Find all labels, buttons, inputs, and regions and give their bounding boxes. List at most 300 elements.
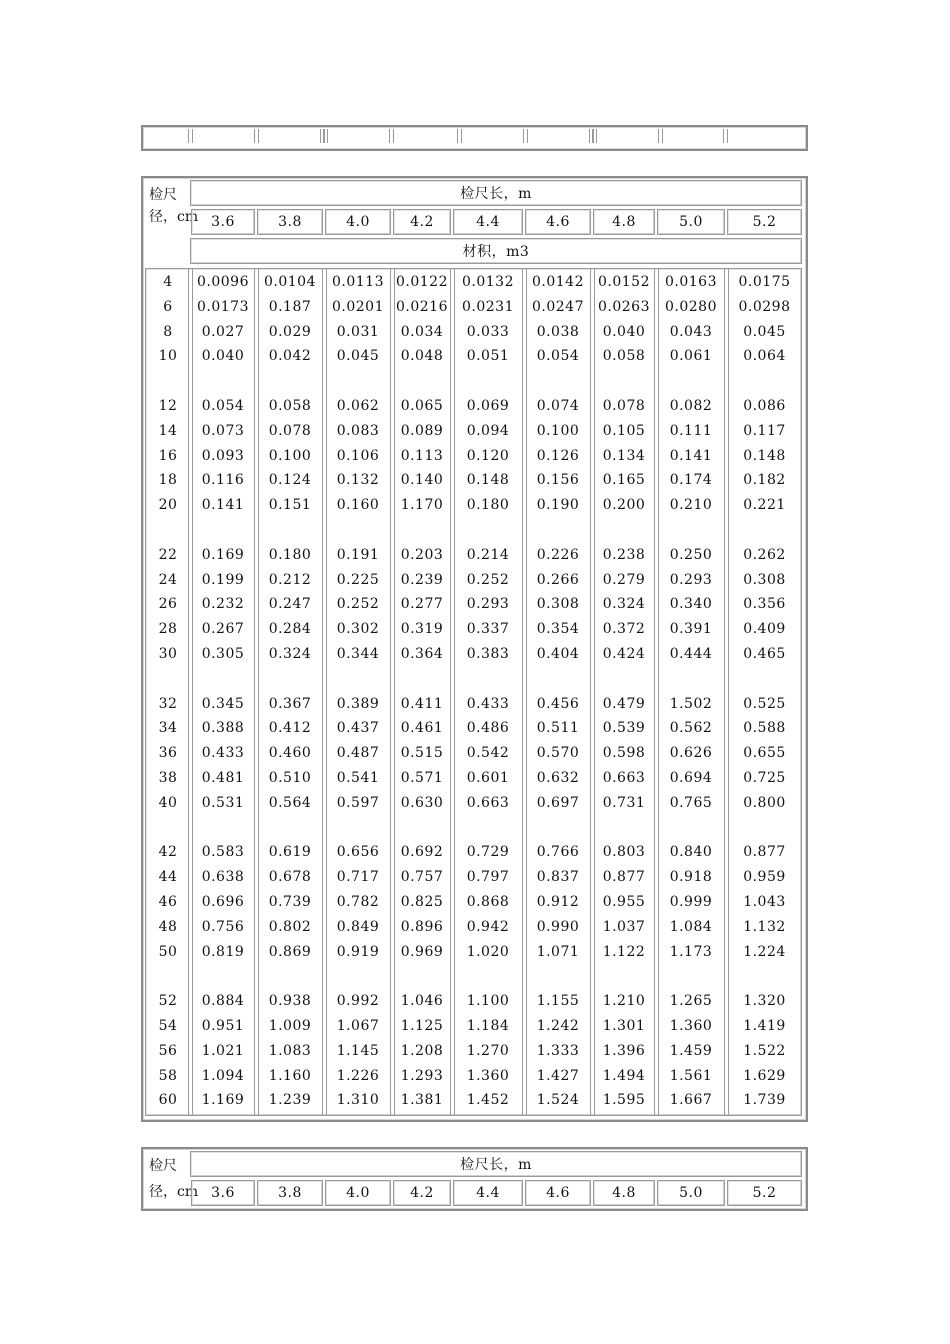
volume-cell: 0.877 xyxy=(602,869,646,886)
volume-cell: 1.739 xyxy=(743,1092,786,1109)
diameter-cell: 26 xyxy=(158,596,178,613)
volume-cell: 0.040 xyxy=(201,348,245,365)
volume-cell: 0.344 xyxy=(336,646,380,662)
diameter-cell: 10 xyxy=(158,348,178,365)
volume-cell: 0.106 xyxy=(336,447,380,464)
volume-cell: 0.0104 xyxy=(264,274,316,290)
volume-cell: 0.354 xyxy=(536,621,580,638)
volume-cell: 0.045 xyxy=(336,348,380,365)
volume-cell: 0.187 xyxy=(268,298,312,315)
volume-cell: 0.238 xyxy=(602,546,646,563)
volume-cell: 0.156 xyxy=(536,472,580,489)
volume-cell: 0.027 xyxy=(201,323,245,340)
column-separator xyxy=(450,268,455,1116)
volume-cell: 0.725 xyxy=(743,770,786,786)
diameter-cell: 32 xyxy=(158,695,178,712)
volume-cell: 0.0113 xyxy=(332,274,384,290)
volume-cell: 0.038 xyxy=(536,323,580,340)
volume-table xyxy=(141,176,808,1122)
volume-cell: 0.239 xyxy=(400,571,444,588)
volume-cell: 0.116 xyxy=(201,472,245,489)
volume-cell: 0.797 xyxy=(466,869,510,886)
volume-cell: 0.588 xyxy=(743,720,786,737)
length-col-4-0-2: 4.0 xyxy=(325,1180,391,1206)
volume-cell: 0.388 xyxy=(201,720,245,737)
volume-cell: 1.094 xyxy=(201,1067,245,1084)
body-outline xyxy=(145,268,802,1116)
volume-cell: 1.067 xyxy=(336,1018,380,1034)
strip-separator xyxy=(723,129,728,143)
volume-cell: 1.046 xyxy=(400,993,444,1010)
volume-cell: 0.078 xyxy=(268,422,312,439)
volume-cell: 0.308 xyxy=(536,596,580,613)
volume-cell: 0.0231 xyxy=(462,298,514,315)
volume-cell: 0.433 xyxy=(201,745,245,762)
volume-cell: 0.340 xyxy=(669,596,713,613)
volume-cell: 0.0280 xyxy=(665,298,717,315)
length-col-3-6: 3.6 xyxy=(191,209,255,235)
volume-cell: 0.148 xyxy=(466,472,510,489)
empty-table-strip xyxy=(141,125,808,151)
diameter-cell: 4 xyxy=(163,274,173,290)
diameter-label-line1-2: 检尺 xyxy=(149,1158,177,1174)
volume-cell: 0.601 xyxy=(466,770,510,786)
strip-separator xyxy=(658,129,663,143)
diameter-cell: 60 xyxy=(158,1092,178,1109)
volume-cell: 1.333 xyxy=(536,1042,580,1059)
diameter-cell: 58 xyxy=(158,1067,178,1084)
length-col-5-2-2: 5.2 xyxy=(727,1180,802,1206)
volume-cell: 1.224 xyxy=(743,943,786,960)
volume-cell: 0.093 xyxy=(201,447,245,464)
volume-cell: 0.583 xyxy=(201,844,245,861)
volume-cell: 0.040 xyxy=(602,323,646,340)
volume-cell: 0.293 xyxy=(466,596,510,613)
volume-cell: 1.037 xyxy=(602,918,646,935)
volume-cell: 0.959 xyxy=(743,869,786,886)
volume-cell: 0.141 xyxy=(201,497,245,514)
volume-cell: 0.212 xyxy=(268,571,312,588)
volume-cell: 1.169 xyxy=(201,1092,245,1109)
volume-cell: 0.849 xyxy=(336,918,380,935)
volume-cell: 0.942 xyxy=(466,918,510,935)
volume-cell: 0.324 xyxy=(268,646,312,662)
volume-cell: 0.511 xyxy=(536,720,580,737)
volume-cell: 0.412 xyxy=(268,720,312,737)
volume-cell: 0.180 xyxy=(268,546,312,563)
strip-separator xyxy=(254,129,259,143)
volume-cell: 1.494 xyxy=(602,1067,646,1084)
volume-cell: 1.427 xyxy=(536,1067,580,1084)
diameter-cell: 56 xyxy=(158,1042,178,1059)
volume-cell: 0.345 xyxy=(201,695,245,712)
volume-cell: 0.191 xyxy=(336,546,380,563)
diameter-cell: 30 xyxy=(158,646,178,662)
volume-cell: 0.479 xyxy=(602,695,646,712)
volume-cell: 0.0201 xyxy=(332,298,384,315)
volume-cell: 0.069 xyxy=(466,398,510,414)
volume-cell: 0.411 xyxy=(400,695,444,712)
volume-cell: 0.632 xyxy=(536,770,580,786)
volume-cell: 0.444 xyxy=(669,646,713,662)
volume-cell: 0.100 xyxy=(268,447,312,464)
volume-cell: 0.757 xyxy=(400,869,444,886)
volume-cell: 0.033 xyxy=(466,323,510,340)
diameter-cell: 42 xyxy=(158,844,178,861)
column-separator xyxy=(654,268,659,1116)
volume-cell: 0.656 xyxy=(336,844,380,861)
volume-cell: 0.105 xyxy=(602,422,646,439)
diameter-label-line2-2: 径，cm xyxy=(149,1184,199,1200)
volume-cell: 0.277 xyxy=(400,596,444,613)
volume-cell: 0.0096 xyxy=(197,274,249,290)
volume-cell: 0.598 xyxy=(602,745,646,762)
volume-cell: 0.029 xyxy=(268,323,312,340)
volume-cell: 0.486 xyxy=(466,720,510,737)
volume-cell: 1.242 xyxy=(536,1018,580,1034)
volume-cell: 1.155 xyxy=(536,993,580,1010)
length-col-4-8: 4.8 xyxy=(593,209,655,235)
length-col-4-6-2: 4.6 xyxy=(525,1180,591,1206)
volume-cell: 0.293 xyxy=(669,571,713,588)
length-col-4-8-2: 4.8 xyxy=(593,1180,655,1206)
volume-cell: 1.320 xyxy=(743,993,786,1010)
volume-cell: 0.800 xyxy=(743,794,786,811)
volume-cell: 0.409 xyxy=(743,621,786,638)
length-header-label: 检尺长，m xyxy=(460,186,532,202)
volume-cell: 0.284 xyxy=(268,621,312,638)
volume-cell: 0.267 xyxy=(201,621,245,638)
volume-cell: 0.160 xyxy=(336,497,380,514)
volume-cell: 1.381 xyxy=(400,1092,444,1109)
volume-cell: 0.124 xyxy=(268,472,312,489)
length-col-5-0-2: 5.0 xyxy=(657,1180,725,1206)
volume-cell: 0.140 xyxy=(400,472,444,489)
volume-cell: 0.082 xyxy=(669,398,713,414)
volume-cell: 1.522 xyxy=(743,1042,786,1059)
volume-cell: 0.951 xyxy=(201,1018,245,1034)
volume-header xyxy=(190,238,802,264)
volume-header-label: 材积，m3 xyxy=(462,244,530,260)
volume-cell: 0.210 xyxy=(669,497,713,514)
volume-cell: 0.305 xyxy=(201,646,245,662)
volume-cell: 0.0263 xyxy=(598,298,650,315)
volume-cell: 0.0163 xyxy=(665,274,717,290)
column-separator xyxy=(322,268,327,1116)
volume-cell: 0.437 xyxy=(336,720,380,737)
diameter-cell: 22 xyxy=(158,546,178,563)
length-header-2 xyxy=(190,1151,802,1177)
length-col-4-2: 4.2 xyxy=(393,209,451,235)
volume-cell: 0.539 xyxy=(602,720,646,737)
volume-cell: 0.372 xyxy=(602,621,646,638)
volume-cell: 0.433 xyxy=(466,695,510,712)
volume-cell: 0.756 xyxy=(201,918,245,935)
volume-cell: 0.0122 xyxy=(396,274,448,290)
volume-cell: 0.884 xyxy=(201,993,245,1010)
volume-cell: 0.065 xyxy=(400,398,444,414)
diameter-cell: 12 xyxy=(158,398,178,414)
volume-cell: 0.424 xyxy=(602,646,646,662)
volume-cell: 0.383 xyxy=(466,646,510,662)
volume-cell: 0.266 xyxy=(536,571,580,588)
volume-cell: 0.111 xyxy=(669,422,713,439)
strip-separator xyxy=(523,129,528,143)
volume-cell: 0.918 xyxy=(669,869,713,886)
diameter-cell: 18 xyxy=(158,472,178,489)
volume-cell: 0.717 xyxy=(336,869,380,886)
length-col-4-4-2: 4.4 xyxy=(453,1180,523,1206)
volume-cell: 0.990 xyxy=(536,918,580,935)
volume-cell: 1.293 xyxy=(400,1067,444,1084)
volume-cell: 0.531 xyxy=(201,794,245,811)
length-col-3-8: 3.8 xyxy=(257,209,323,235)
strip-separator xyxy=(188,129,193,143)
volume-cell: 0.729 xyxy=(466,844,510,861)
volume-cell: 0.364 xyxy=(400,646,444,662)
volume-cell: 0.199 xyxy=(201,571,245,588)
volume-cell: 1.173 xyxy=(669,943,713,960)
diameter-cell: 6 xyxy=(163,298,173,315)
volume-cell: 0.782 xyxy=(336,894,380,910)
diameter-cell: 54 xyxy=(158,1018,178,1034)
volume-cell: 0.086 xyxy=(743,398,786,414)
volume-cell: 1.502 xyxy=(669,695,713,712)
volume-cell: 0.619 xyxy=(268,844,312,861)
volume-cell: 0.692 xyxy=(400,844,444,861)
strip-separator xyxy=(457,129,462,143)
volume-cell: 1.459 xyxy=(669,1042,713,1059)
volume-cell: 0.308 xyxy=(743,571,786,588)
volume-cell: 0.0132 xyxy=(462,274,514,290)
volume-cell: 0.955 xyxy=(602,894,646,910)
length-col-5-0: 5.0 xyxy=(657,209,725,235)
volume-cell: 0.630 xyxy=(400,794,444,811)
volume-cell: 1.667 xyxy=(669,1092,713,1109)
volume-cell: 0.058 xyxy=(268,398,312,414)
volume-cell: 1.184 xyxy=(466,1018,510,1034)
volume-cell: 0.562 xyxy=(669,720,713,737)
volume-cell: 0.226 xyxy=(536,546,580,563)
volume-cell: 0.262 xyxy=(743,546,786,563)
volume-cell: 1.270 xyxy=(466,1042,510,1059)
volume-cell: 0.0298 xyxy=(738,298,791,315)
volume-cell: 1.360 xyxy=(466,1067,510,1084)
volume-cell: 0.663 xyxy=(602,770,646,786)
volume-cell: 1.122 xyxy=(602,943,646,960)
volume-cell: 0.992 xyxy=(336,993,380,1010)
column-separator xyxy=(254,268,259,1116)
diameter-cell: 28 xyxy=(158,621,178,638)
volume-cell: 0.999 xyxy=(669,894,713,910)
volume-cell: 0.058 xyxy=(602,348,646,365)
diameter-cell: 40 xyxy=(158,794,178,811)
volume-cell: 0.663 xyxy=(466,794,510,811)
volume-cell: 0.460 xyxy=(268,745,312,762)
volume-cell: 0.043 xyxy=(669,323,713,340)
volume-cell: 1.419 xyxy=(743,1018,786,1034)
volume-cell: 0.938 xyxy=(268,993,312,1010)
volume-cell: 0.877 xyxy=(743,844,786,861)
volume-cell: 0.626 xyxy=(669,745,713,762)
volume-cell: 0.048 xyxy=(400,348,444,365)
volume-cell: 0.869 xyxy=(268,943,312,960)
volume-cell: 0.456 xyxy=(536,695,580,712)
volume-cell: 0.064 xyxy=(743,348,786,365)
length-col-3-6-2: 3.6 xyxy=(191,1180,255,1206)
volume-cell: 0.054 xyxy=(201,398,245,414)
volume-cell: 0.042 xyxy=(268,348,312,365)
volume-cell: 0.461 xyxy=(400,720,444,737)
volume-cell: 0.825 xyxy=(400,894,444,910)
volume-cell: 1.524 xyxy=(536,1092,580,1109)
volume-cell: 0.694 xyxy=(669,770,713,786)
diameter-cell: 14 xyxy=(158,422,178,439)
volume-cell: 0.232 xyxy=(201,596,245,613)
volume-cell: 0.120 xyxy=(466,447,510,464)
volume-cell: 1.084 xyxy=(669,918,713,935)
volume-cell: 0.570 xyxy=(536,745,580,762)
volume-cell: 0.061 xyxy=(669,348,713,365)
volume-cell: 0.337 xyxy=(466,621,510,638)
volume-cell: 0.252 xyxy=(466,571,510,588)
volume-cell: 0.542 xyxy=(466,745,510,762)
volume-cell: 1.009 xyxy=(268,1018,312,1034)
length-header xyxy=(190,180,802,206)
volume-cell: 0.840 xyxy=(669,844,713,861)
volume-cell: 0.571 xyxy=(400,770,444,786)
volume-cell: 0.151 xyxy=(268,497,312,514)
volume-cell: 0.132 xyxy=(336,472,380,489)
volume-cell: 0.174 xyxy=(669,472,713,489)
strip-separator xyxy=(323,129,328,143)
volume-cell: 0.073 xyxy=(201,422,245,439)
volume-cell: 1.561 xyxy=(669,1067,713,1084)
volume-cell: 0.100 xyxy=(536,422,580,439)
volume-cell: 1.226 xyxy=(336,1067,380,1084)
volume-cell: 1.145 xyxy=(336,1042,380,1059)
column-separator xyxy=(724,268,729,1116)
volume-cell: 1.160 xyxy=(268,1067,312,1084)
volume-cell: 0.225 xyxy=(336,571,380,588)
length-col-4-6: 4.6 xyxy=(525,209,591,235)
volume-cell: 1.020 xyxy=(466,943,510,960)
volume-cell: 1.265 xyxy=(669,993,713,1010)
volume-cell: 1.083 xyxy=(268,1042,312,1059)
volume-cell: 0.062 xyxy=(336,398,380,414)
volume-cell: 1.208 xyxy=(400,1042,444,1059)
volume-cell: 0.919 xyxy=(336,943,380,960)
volume-cell: 0.054 xyxy=(536,348,580,365)
volume-cell: 1.360 xyxy=(669,1018,713,1034)
volume-cell: 0.969 xyxy=(400,943,444,960)
volume-cell: 1.170 xyxy=(400,497,444,514)
volume-cell: 1.132 xyxy=(743,918,786,935)
volume-cell: 0.134 xyxy=(602,447,646,464)
volume-cell: 0.324 xyxy=(602,596,646,613)
volume-cell: 0.113 xyxy=(400,447,444,464)
length-col-5-2: 5.2 xyxy=(727,209,802,235)
strip-separator xyxy=(389,129,394,143)
diameter-cell: 16 xyxy=(158,447,178,464)
volume-cell: 0.678 xyxy=(268,869,312,886)
volume-cell: 0.279 xyxy=(602,571,646,588)
volume-cell: 0.389 xyxy=(336,695,380,712)
volume-cell: 0.564 xyxy=(268,794,312,811)
volume-cell: 0.117 xyxy=(743,422,786,439)
volume-cell: 0.487 xyxy=(336,745,380,762)
column-separator xyxy=(188,268,193,1116)
volume-cell: 0.221 xyxy=(743,497,786,514)
diameter-label-line1: 检尺 xyxy=(149,187,177,203)
column-separator xyxy=(522,268,527,1116)
volume-cell: 1.301 xyxy=(602,1018,646,1034)
volume-cell: 0.404 xyxy=(536,646,580,662)
volume-cell: 0.214 xyxy=(466,546,510,563)
volume-cell: 0.252 xyxy=(336,596,380,613)
volume-cell: 1.125 xyxy=(400,1018,444,1034)
volume-cell: 0.525 xyxy=(743,695,786,712)
diameter-label-line2: 径，cm xyxy=(149,209,199,225)
volume-cell: 0.802 xyxy=(268,918,312,935)
volume-cell: 1.629 xyxy=(743,1067,786,1084)
length-col-3-8-2: 3.8 xyxy=(257,1180,323,1206)
volume-cell: 0.074 xyxy=(536,398,580,414)
volume-cell: 0.302 xyxy=(336,621,380,638)
volume-cell: 0.247 xyxy=(268,596,312,613)
volume-cell: 1.021 xyxy=(201,1042,245,1059)
volume-cell: 0.541 xyxy=(336,770,380,786)
volume-cell: 1.100 xyxy=(466,993,510,1010)
diameter-cell: 36 xyxy=(158,745,178,762)
volume-cell: 0.868 xyxy=(466,894,510,910)
volume-cell: 0.165 xyxy=(602,472,646,489)
volume-cell: 0.803 xyxy=(602,844,646,861)
volume-cell: 0.896 xyxy=(400,918,444,935)
volume-cell: 1.043 xyxy=(743,894,786,910)
volume-cell: 0.481 xyxy=(201,770,245,786)
volume-cell: 0.031 xyxy=(336,323,380,340)
volume-cell: 0.0216 xyxy=(396,298,448,315)
volume-cell: 0.169 xyxy=(201,546,245,563)
volume-cell: 0.515 xyxy=(400,745,444,762)
volume-cell: 0.655 xyxy=(743,745,786,762)
volume-cell: 0.078 xyxy=(602,398,646,414)
diameter-cell: 50 xyxy=(158,943,178,960)
continued-table-header xyxy=(141,1147,808,1211)
length-col-4-2-2: 4.2 xyxy=(393,1180,451,1206)
volume-cell: 0.083 xyxy=(336,422,380,439)
volume-cell: 0.180 xyxy=(466,497,510,514)
volume-cell: 0.089 xyxy=(400,422,444,439)
volume-cell: 0.638 xyxy=(201,869,245,886)
volume-cell: 0.148 xyxy=(743,447,786,464)
strip-separator xyxy=(592,129,597,143)
volume-cell: 0.912 xyxy=(536,894,580,910)
volume-cell: 0.819 xyxy=(201,943,245,960)
volume-cell: 0.367 xyxy=(268,695,312,712)
volume-cell: 0.0175 xyxy=(738,274,791,290)
volume-cell: 0.034 xyxy=(400,323,444,340)
column-separator xyxy=(590,268,595,1116)
volume-cell: 0.697 xyxy=(536,794,580,811)
volume-cell: 0.045 xyxy=(743,323,786,340)
diameter-cell: 44 xyxy=(158,869,178,886)
volume-cell: 0.0142 xyxy=(532,274,584,290)
diameter-cell: 34 xyxy=(158,720,178,737)
volume-cell: 0.0247 xyxy=(532,298,584,315)
volume-cell: 0.200 xyxy=(602,497,646,514)
